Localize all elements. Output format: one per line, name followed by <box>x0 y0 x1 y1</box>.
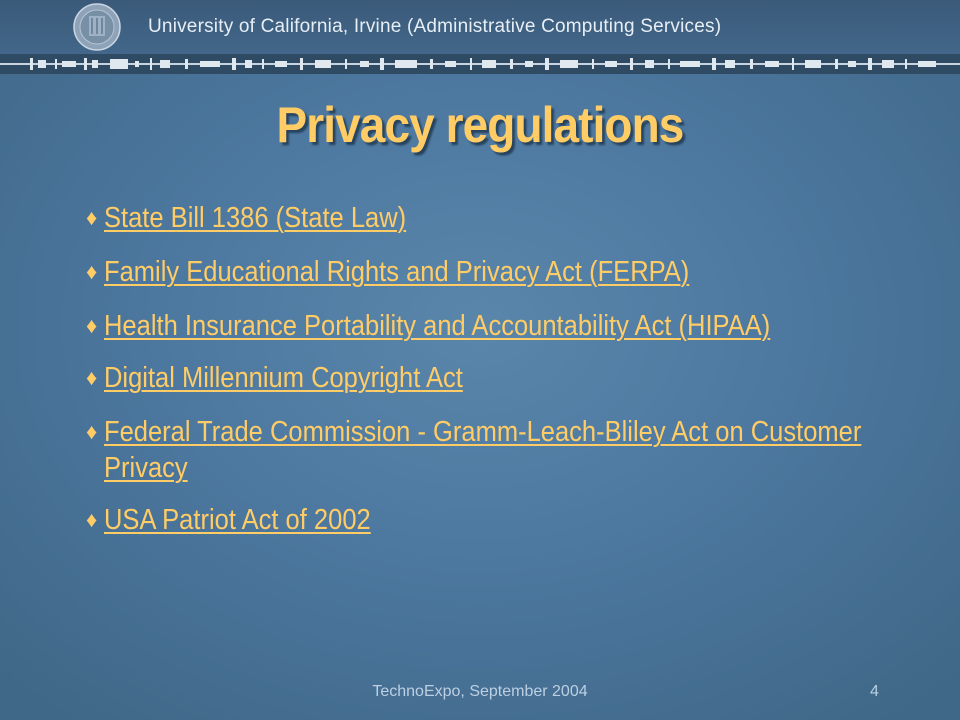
list-item <box>86 254 906 290</box>
header-band <box>0 0 960 54</box>
footer-event: TechnoExpo, September 2004 <box>372 683 588 700</box>
slide-title: Privacy regulations <box>276 97 684 153</box>
decorative-circuit-strip <box>0 54 960 74</box>
list-item <box>86 414 906 486</box>
link-hipaa[interactable]: Health Insurance Portability and Accountability Act (HIPAA) <box>104 310 771 342</box>
link-gramm-leach-bliley[interactable]: Federal Trade Commission - Gramm-Leach-Bliley Act on Customer Privacy <box>104 416 862 484</box>
list-item <box>86 360 906 396</box>
list-item <box>86 502 906 538</box>
diamond-bullet-icon: ♦ <box>86 259 98 284</box>
diamond-bullet-icon: ♦ <box>86 507 98 532</box>
uc-seal-icon <box>72 2 122 52</box>
page-number: 4 <box>870 683 879 700</box>
diamond-bullet-icon: ♦ <box>86 365 98 390</box>
diamond-bullet-icon: ♦ <box>86 205 98 230</box>
list-item <box>86 200 906 236</box>
regulations-list <box>86 200 906 556</box>
link-dmca[interactable]: Digital Millennium Copyright Act <box>104 362 463 394</box>
link-usa-patriot-act[interactable]: USA Patriot Act of 2002 <box>104 504 371 536</box>
link-state-bill-1386[interactable]: State Bill 1386 (State Law) <box>104 202 407 234</box>
list-item <box>86 308 906 344</box>
organization-header: University of California, Irvine (Administrative Computing Services) <box>148 16 722 37</box>
diamond-bullet-icon: ♦ <box>86 419 98 444</box>
diamond-bullet-icon: ♦ <box>86 313 98 338</box>
link-ferpa[interactable]: Family Educational Rights and Privacy Act (FERPA) <box>104 256 690 288</box>
